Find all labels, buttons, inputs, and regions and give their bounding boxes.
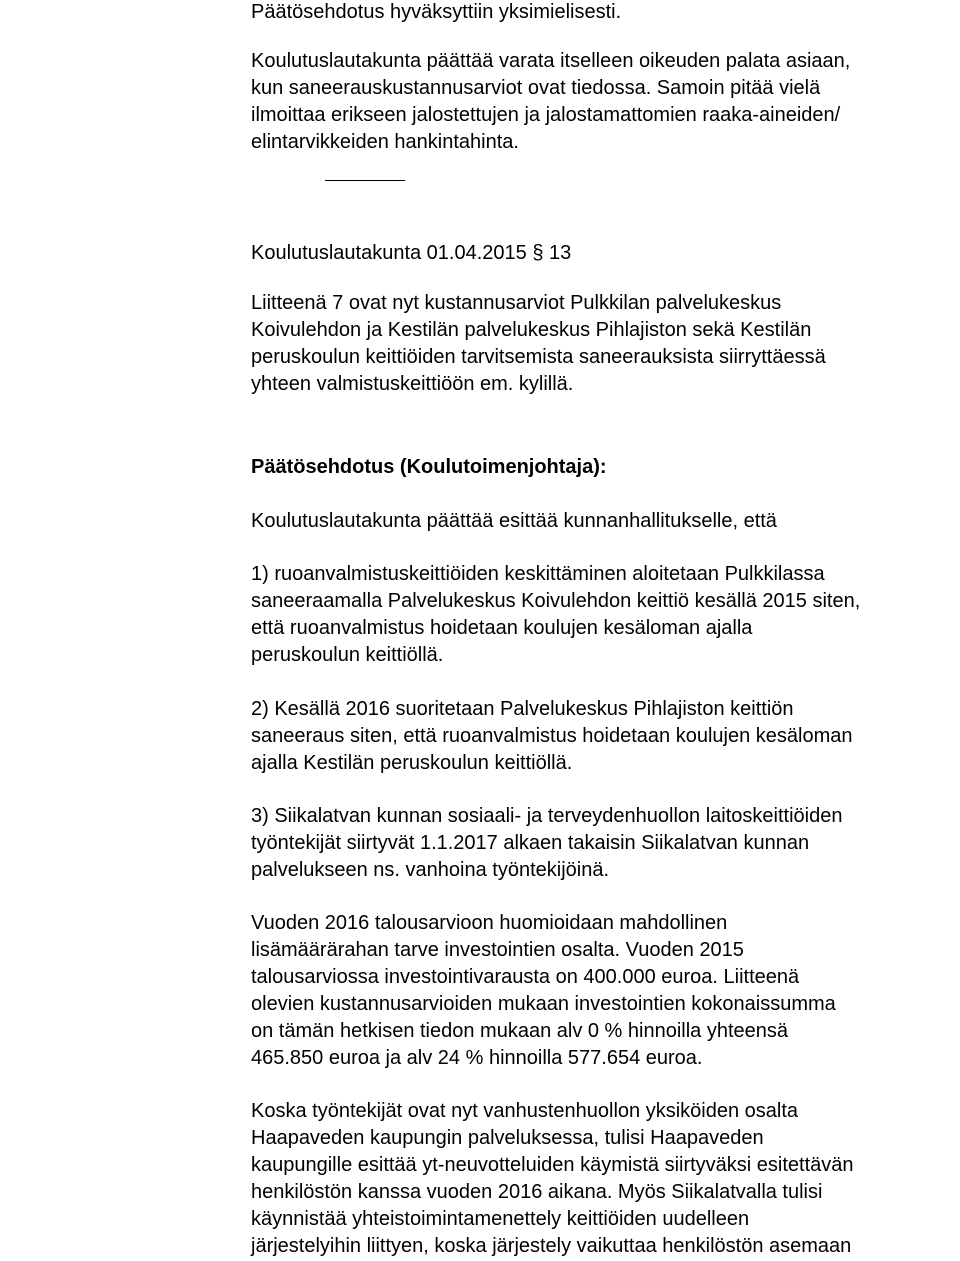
approval-note — [251, 0, 621, 26]
paragraph-line: talousarviossa investointivarausta on 400.000 euroa. Liitteenä — [251, 966, 800, 988]
paragraph-line: saneeraus siten, että ruoanvalmistus hoidetaan koulujen kesäloman — [251, 725, 853, 747]
meeting-heading-text: Koulutuslautakunta 01.04.2015 § 13 — [251, 242, 572, 264]
paragraph-line: Koska työntekijät ovat nyt vanhustenhuollon yksiköiden osalta — [251, 1100, 799, 1122]
paragraph-line: peruskoulun keittiöllä. — [251, 644, 444, 666]
paragraph-line: yhteen valmistuskeittiöön em. kylillä. — [251, 373, 574, 395]
paragraph-line: työntekijät siirtyvät 1.1.2017 alkaen takaisin Siikalatvan kunnan — [251, 832, 810, 854]
paragraph-line: elintarvikkeiden hankintahinta. — [251, 131, 519, 153]
paragraph-line: palvelukseen ns. vanhoina työntekijöinä. — [251, 859, 610, 881]
paragraph-line: henkilöstön kanssa vuoden 2016 aikana. Myös Siikalatvalla tulisi — [251, 1181, 823, 1203]
paragraph-line: Koivulehdon ja Kestilän palvelukeskus Pihlajiston sekä Kestilän — [251, 319, 812, 341]
proposal-intro-text: Koulutuslautakunta päättää esittää kunnanhallitukselle, että — [251, 510, 777, 532]
paragraph-line: 465.850 euroa ja alv 24 % hinnoilla 577.654 euroa. — [251, 1047, 703, 1069]
budget-paragraph — [251, 910, 836, 1072]
meeting-heading — [251, 240, 571, 267]
paragraph-line: kun saneerauskustannusarviot ovat tiedossa. Samoin pitää vielä — [251, 77, 821, 99]
paragraph-line: on tämän hetkisen tiedon mukaan alv 0 % hinnoilla yhteensä — [251, 1020, 789, 1042]
paragraph-line: lisämäärärahan tarve investointien osalta. Vuoden 2015 — [251, 939, 744, 961]
proposal-heading — [251, 454, 607, 481]
approval-note-text: Päätösehdotus hyväksyttiin yksimielisesti. — [251, 1, 622, 23]
paragraph-line: Koulutuslautakunta päättää varata itselleen oikeuden palata asiaan, — [251, 50, 851, 72]
reserve-paragraph — [251, 48, 850, 156]
employees-paragraph — [251, 1098, 854, 1260]
paragraph-line: Haapaveden kaupungin palveluksessa, tulisi Haapaveden — [251, 1127, 764, 1149]
proposal-item-2 — [251, 696, 852, 777]
section-divider — [325, 180, 405, 181]
paragraph-line: Liitteenä 7 ovat nyt kustannusarviot Pulkkilan palvelukeskus — [251, 292, 782, 314]
paragraph-line: ajalla Kestilän peruskoulun keittiöllä. — [251, 752, 573, 774]
paragraph-line: Vuoden 2016 talousarvioon huomioidaan mahdollinen — [251, 912, 728, 934]
paragraph-line: että ruoanvalmistus hoidetaan koulujen kesäloman ajalla — [251, 617, 753, 639]
proposal-intro — [251, 508, 777, 535]
paragraph-line: peruskoulun keittiöiden tarvitsemista saneerauksista siirryttäessä — [251, 346, 826, 368]
proposal-heading-text: Päätösehdotus (Koulutoimenjohtaja): — [251, 456, 607, 478]
paragraph-line: käynnistää yhteistoimintamenettely keittiöiden uudelleen — [251, 1208, 750, 1230]
paragraph-line: ilmoittaa erikseen jalostettujen ja jalostamattomien raaka-aineiden/ — [251, 104, 841, 126]
paragraph-line: kaupungille esittää yt-neuvotteluiden käymistä siirtyväksi esitettävän — [251, 1154, 854, 1176]
proposal-item-1 — [251, 561, 860, 669]
paragraph-line: olevien kustannusarvioiden mukaan investointien kokonaissumma — [251, 993, 836, 1015]
paragraph-line: järjestelyihin liittyen, koska järjestely vaikuttaa henkilöstön asemaan — [251, 1235, 852, 1257]
paragraph-line: 2) Kesällä 2016 suoritetaan Palvelukeskus Pihlajiston keittiön — [251, 698, 794, 720]
paragraph-line: 1) ruoanvalmistuskeittiöiden keskittäminen aloitetaan Pulkkilassa — [251, 563, 825, 585]
paragraph-line: 3) Siikalatvan kunnan sosiaali- ja terveydenhuollon laitoskeittiöiden — [251, 805, 843, 827]
appendix-paragraph — [251, 290, 826, 398]
proposal-item-3 — [251, 803, 842, 884]
paragraph-line: saneeraamalla Palvelukeskus Koivulehdon keittiö kesällä 2015 siten, — [251, 590, 861, 612]
